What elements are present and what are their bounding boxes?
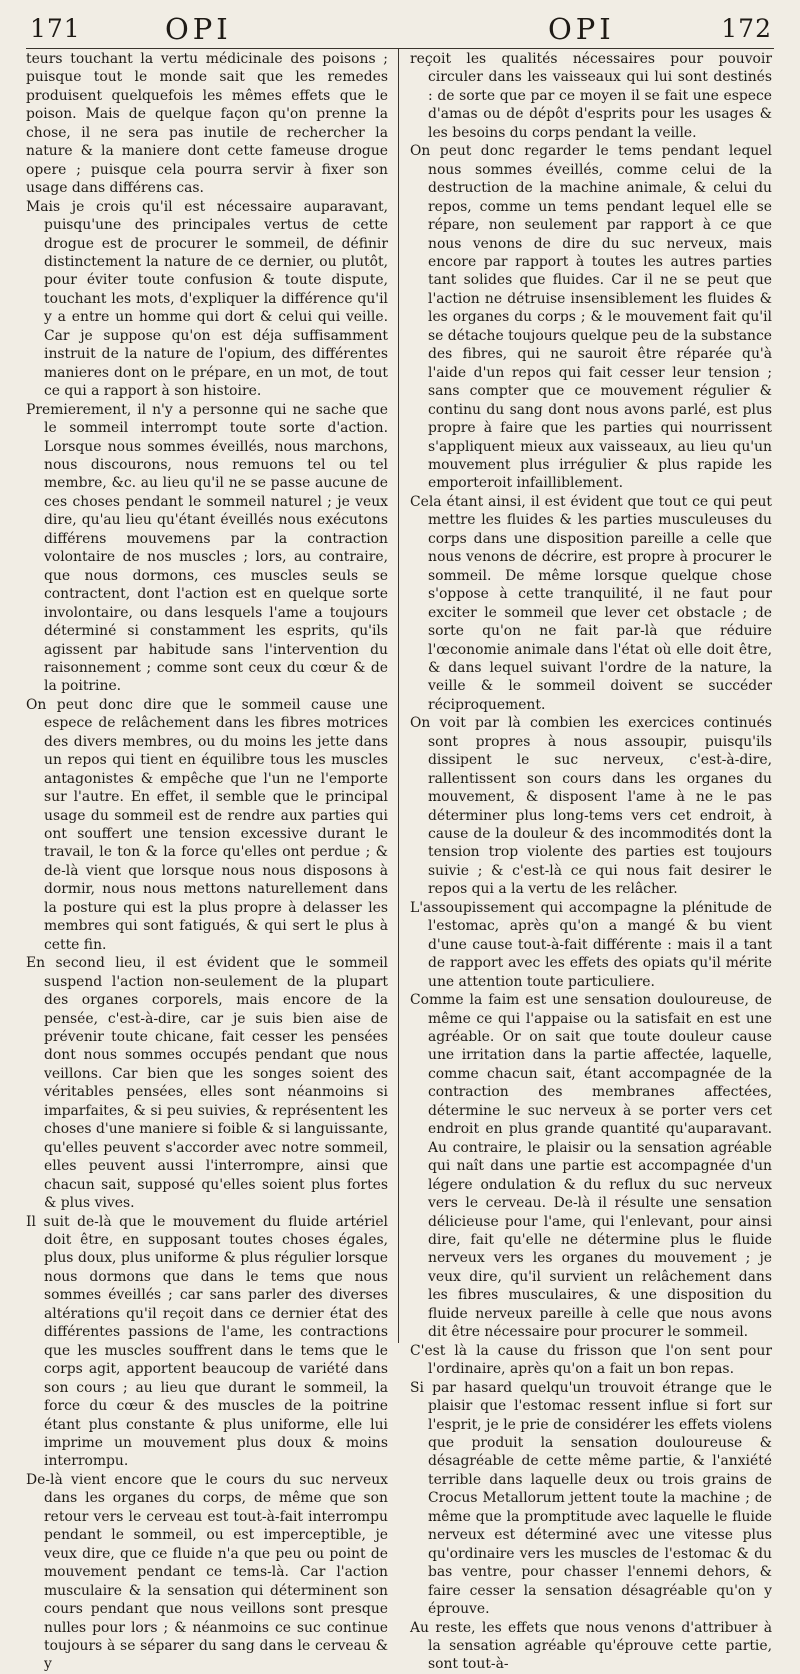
paragraph: En second lieu, il est évident que le sommeil suspend l'action non-seulement de la plupart des organes corporels, mais encore de la pensée, c'est-à-dire, car je suis bien aise de prévenir toute chicane, fait cesser les pensées dont nous sommes occupés pendant que nous veillons. Car bien que les songes soient des véritables pensées, elles sont néanmoins si imparfaites, & si peu suivies, & représentent les choses d'une maniere si foible & si languissante, qu'elles peuvent s'accorder avec notre sommeil, elles peuvent aussi l'interrompre, ainsi que chacun sait, supposé qu'elles soient plus fortes & plus vives. [26, 955, 388, 1212]
left-page-number: 171 [30, 14, 81, 43]
paragraph: Si par hasard quelqu'un trouvoit étrange que le plaisir que l'estomac ressent influe si fort sur l'esprit, je le prie de considérer les effets violens que produit la sensation douloureuse & désagréable de cette même partie, & l'anxiété terrible dans laquelle deux ou trois grains de Crocus Metallorum jettent toute la machine ; de même que la promptitude avec laquelle le fluide nerveux est déterminé avec une vitesse plus qu'ordinaire vers les muscles de l'estomac & du bas ventre, pour chasser l'ennemi dehors, & faire cesser la sensation désagréable qu'on y éprouve. [410, 1379, 772, 1618]
paragraph: On peut donc dire que le sommeil cause une espece de relâchement dans les fibres motrices des divers membres, ou du moins les jette dans un repos qui tient en équilibre tous les muscles antagonistes & empêche que l'un ne l'emporte sur l'autre. En effet, il semble que le principal usage du sommeil est de rendre aux parties qui ont souffert une tension excessive durant le travail, le ton & la force qu'elles ont perdue ; & de-là vient que lorsque nous nous disposons à dormir, nous nous mettons naturellement dans la posture qui est la plus propre à delasser les membres qui sont fatigués, & qui sert le plus à cette fin. [26, 696, 388, 953]
paragraph: Mais je crois qu'il est nécessaire auparavant, puisqu'une des principales vertus de cette drogue est de procurer le sommeil, de définir distinctement la nature de ce dernier, ou plutôt, pour éviter toute confusion & toute dispute, touchant les mots, d'expliquer la différence qu'il y a entre un homme qui dort & celui qui veille. Car je suppose qu'on est déja suffisamment instruit de la nature de l'opium, des différentes manieres dont on le prépare, en un mot, de tout ce qui a rapport à son histoire. [26, 198, 388, 400]
header-rule [26, 48, 774, 49]
paragraph: Il suit de-là que le mouvement du fluide artériel doit être, en supposant toutes choses égales, plus doux, plus uniforme & plus régulier lorsque nous dormons que dans le tems que nous sommes éveillés ; car sans parler des diverses altérations qu'il reçoit dans ce dernier état des différentes passions de l'ame, les contractions que les muscles souffrent dans le tems que le corps agit, apportent beaucoup de variété dans son cours ; au lieu que durant le sommeil, la force du cœur & des muscles de la poitrine étant plus constante & plus uniforme, elle lui imprime un mouvement plus doux & moins interrompu. [26, 1213, 388, 1470]
right-page-number: 172 [721, 14, 772, 43]
left-column [26, 50, 388, 1674]
paragraph: C'est là la cause du frisson que l'on sent pour l'ordinaire, après qu'on a fait un bon repas. [410, 1342, 772, 1378]
paragraph: De-là vient encore que le cours du suc nerveux dans les organes du corps, de même que son retour vers le cerveau est tout-à-fait interrompu pendant le sommeil, ou est imperceptible, je veux dire, que ce fluide n'a que peu ou point de mouvement pendant ce tems-là. Car l'action musculaire & la sensation qui déterminent son cours pendant que nous veillons sont presque nulles pour lors ; & néanmoins ce suc continue toujours à se séparer du sang dans le cerveau & y [26, 1471, 388, 1673]
paragraph: On peut donc regarder le tems pendant lequel nous sommes éveillés, comme celui de la destruction de la machine animale, & celui du repos, comme un tems pendant lequel elle se répare, non seulement par rapport à ce que nous venons de dire du suc nerveux, mais encore par rapport à toutes les autres parties tant solides que fluides. Car il ne se peut que l'action ne détruise insensiblement les fluides & les organes du corps ; & le mouvement fait qu'il se détache toujours quelque peu de la substance des fibres, qui ne sauroit être réparée qu'à l'aide d'un repos qui fait cesser leur tension ; sans compter que ce mouvement régulier & continu du sang dont nous avons parlé, est plus propre à faire que les parties qui nourrissent s'appliquent mieux aux vaisseaux, au lieu qu'un mouvement plus irrégulier & plus rapide les emporteroit infailliblement. [410, 143, 772, 492]
right-running-head: OPI [548, 12, 615, 46]
paragraph: Comme la faim est une sensation douloureuse, de même ce qui l'appaise ou la satisfait en est une agréable. Or on sait que toute douleur cause une irritation dans la partie affectée, laquelle, comme chacun sait, étant accompagnée de la contraction des membranes affectées, détermine le suc nerveux à se porter vers cet endroit en plus grande quantité qu'auparavant. Au contraire, le plaisir ou la sensation agréable qui naît dans une partie est accompagnée d'un légere ondulation & du reflux du suc nerveux vers le cerveau. De-là il résulte une sensation délicieuse pour l'ame, qui l'enlevant, pour ainsi dire, fait qu'elle ne détermine plus le fluide nerveux vers les organes du mouvement ; je veux dire, qu'il survient un relâchement dans les fibres musculaires, & une disposition du fluide nerveux pareille à celle que nous avons dit être nécessaire pour procurer le sommeil. [410, 992, 772, 1341]
paragraph: teurs touchant la vertu médicinale des poisons ; puisque tout le monde sait que les remedes produisent quelquefois les mêmes effets que le poison. Mais de quelque façon qu'on prenne la chose, il ne sera pas inutile de rechercher la nature & la maniere dont cette fameuse drogue opere ; puisque cela pourra servir à fixer son usage dans différens cas. [26, 51, 388, 197]
left-running-head: OPI [165, 12, 232, 46]
page-header [0, 10, 800, 50]
paragraph: Premierement, il n'y a personne qui ne sache que le sommeil interrompt toute sorte d'action. Lorsque nous sommes éveillés, nous marchons, nous discourons, nous remuons tel ou tel membre, &c. au lieu qu'il ne se passe aucune de ces choses pendant le sommeil naturel ; je veux dire, qu'au lieu qu'étant éveillés nous exécutons différens mouvemens par la contraction volontaire de nos muscles ; lors, au contraire, que nous dormons, ces muscles seuls se contractent, dont l'action est en quelque sorte involontaire, ou dans lesquels l'ame a toujours déterminé si constamment les esprits, qu'ils agissent par habitude sans l'intervention du raisonnement ; comme sont ceux du cœur & de la poitrine. [26, 401, 388, 695]
paragraph: reçoit les qualités nécessaires pour pouvoir circuler dans les vaisseaux qui lui sont destinés : de sorte que par ce moyen il se fait une espece d'amas ou de dépôt d'esprits pour les usages & les besoins du corps pendant la veille. [410, 51, 772, 141]
paragraph: L'assoupissement qui accompagne la plénitude de l'estomac, après qu'on a mangé & bu vient d'une cause tout-à-fait différente : mais il a tant de rapport avec les effets des opiats qu'il mérite une attention toute particuliere. [410, 899, 772, 990]
paragraph: Au reste, les effets que nous venons d'attribuer à la sensation agréable qu'éprouve cette partie, sont tout-à- [410, 1619, 772, 1673]
right-column [410, 50, 772, 1674]
column-divider [398, 48, 399, 1343]
paragraph: On voit par là combien les exercices continués sont propres à nous assoupir, puisqu'ils dissipent le suc nerveux, c'est-à-dire, rallentissent son cours dans les organes du mouvement, & disposent l'ame à ne le pas déterminer plus long-tems vers cet endroit, à cause de la douleur & des incommodités dont la tension trop violente des parties est toujours suivie ; & c'est-là ce qui nous fait desirer le repos qui a la vertu de les relâcher. [410, 715, 772, 898]
paragraph: Cela étant ainsi, il est évident que tout ce qui peut mettre les fluides & les parties musculeuses du corps dans une disposition pareille a celle que nous venons de décrire, est propre à procurer le sommeil. De même lorsque quelque chose s'oppose à cette tranquilité, il ne faut pour exciter le sommeil que lever cet obstacle ; de sorte qu'on ne fait par-là que réduire l'œconomie animale dans l'état où elle doit être, & dans lequel suivant l'ordre de la nature, la veille & le sommeil doivent se succéder réciproquement. [410, 493, 772, 713]
